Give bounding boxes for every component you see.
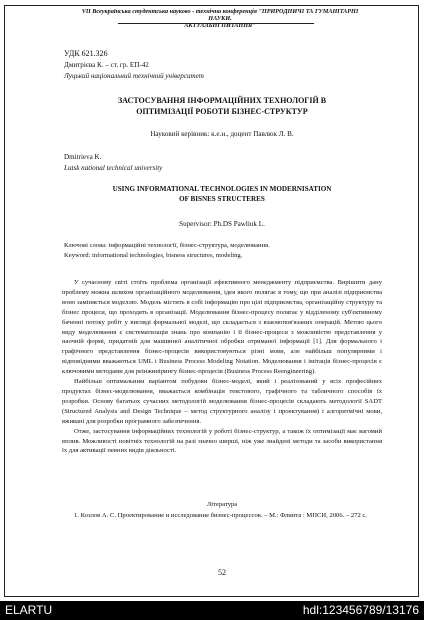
supervisor-ua: Науковий керівник: к.е.н., доцент Павлюк Л. В. <box>150 130 294 138</box>
conference-line-2: АКТУАЛЬНІ ПИТАННЯ" <box>184 22 256 30</box>
reference-item: 1. Козлов А. С. Проектирование и исследование бизнес-процессов. – М.: Флинта : МПСИ, 2006. – 272 с. <box>74 512 368 519</box>
archive-footer-bar <box>0 601 424 620</box>
handle-id: hdl:123456789/13176 <box>302 603 419 617</box>
supervisor-en: Supervisor: Ph.DS Pawliuk L. <box>179 220 265 228</box>
references-heading: Література <box>206 501 238 508</box>
page-number: 52 <box>218 568 226 577</box>
title-en-line-2: OF BISNES STRUCTERES <box>179 195 265 203</box>
author-ua: Дмитрієва К. – ст. гр. ЕП-42 <box>64 61 149 69</box>
repository-name: ELARTU <box>5 603 53 617</box>
body-text <box>62 278 382 456</box>
title-ua-line-2: ОПТИМІЗАЦІЇ РОБОТИ БІЗНЕС-СТРУКТУР <box>136 107 308 116</box>
author-en: Dmitrieva K. <box>64 153 102 161</box>
body-paragraph-2: Найбільш оптимальним варіантом побудови бізнес-моделі, який і реалізований у всіх професійних продуктах бізнес-моделювання, вважається комбінація текстового, графічного та табличного способів їх розробки. Основу багатьох сучасних методологій моделювання бізнес-процесів складають методології SADT (Structured Analysis and Design Technique – метод структурного аналізу і проектування) і алгоритмічні мови, вживані для розробки програмного забезпечення. <box>62 378 382 425</box>
university-en: Lutsk national technical university <box>64 164 163 172</box>
body-paragraph-1: У сучасному світі стоїть проблема організації ефективного менеджменту підприємства. Вирішити дану проблему можна шляхом організаційного моделювання, ідея якого полягає в тому, що при аналізі підприємства воно заміняється моделлю. Модель містить в собі інформацію про цілі підприємства, організаційну структуру та бізнес процеси, що проходять в організації. Моделювання бізнес-процесу полягає у відділеному суб'єктивному баченні потоку робіт у вигляді формальної моделі, що складається з взаємопов'язаних операцій. Метою цього виду моделювання є систематизація знань про компанію і її бізнес-процеси з можливістю представлення у наочній формі, придатній для машинної аналітичної обробки отриманої інформації [1]. Для формального і графічного представлення бізнес-процесів використовуються різні мови, але найбільш популярними і відповідними вважаються UML і Business Process Modeling Notation. Моделювання і імітація бізнес-процесів є ключовими методами для реінжинірингу бізнес-процесів (Business Process Reengineering). <box>62 279 382 376</box>
university-ua: Луцький національний технічний університет <box>64 72 204 80</box>
conference-header <box>70 8 370 29</box>
body-paragraph-3: Отже, застосування інформаційних технологій у роботі бізнес-структур, а також їх оптимізації має вагомий вплив. Можливості новітніх технологій на разі значно ширші, ніж уже знайдені методи та засоби використання їх для активації певних видів діяльності. <box>62 427 382 455</box>
header-rule <box>118 23 314 24</box>
title-ua-line-1: ЗАСТОСУВАННЯ ІНФОРМАЦІЙНИХ ТЕХНОЛОГІЙ В <box>117 96 327 105</box>
udk-code: УДК 621.326 <box>64 49 108 58</box>
references-list <box>62 511 382 521</box>
conference-line-1: VII Всеукраїнська студентська науково - технічна конференція "ПРИРОДНИЧІ ТА ГУМАНІТАРНІ НАУКИ. <box>81 8 359 23</box>
keywords-ua: Ключові слова: інформаційні технології, бізнес-структура, моделювання. <box>64 242 270 249</box>
keywords-en: Keyword: informational technologies, bisness structures, modeling. <box>64 252 243 259</box>
title-en-line-1: USING INFORMATIONAL TECHNOLOGIES IN MODERNISATION <box>112 185 332 193</box>
